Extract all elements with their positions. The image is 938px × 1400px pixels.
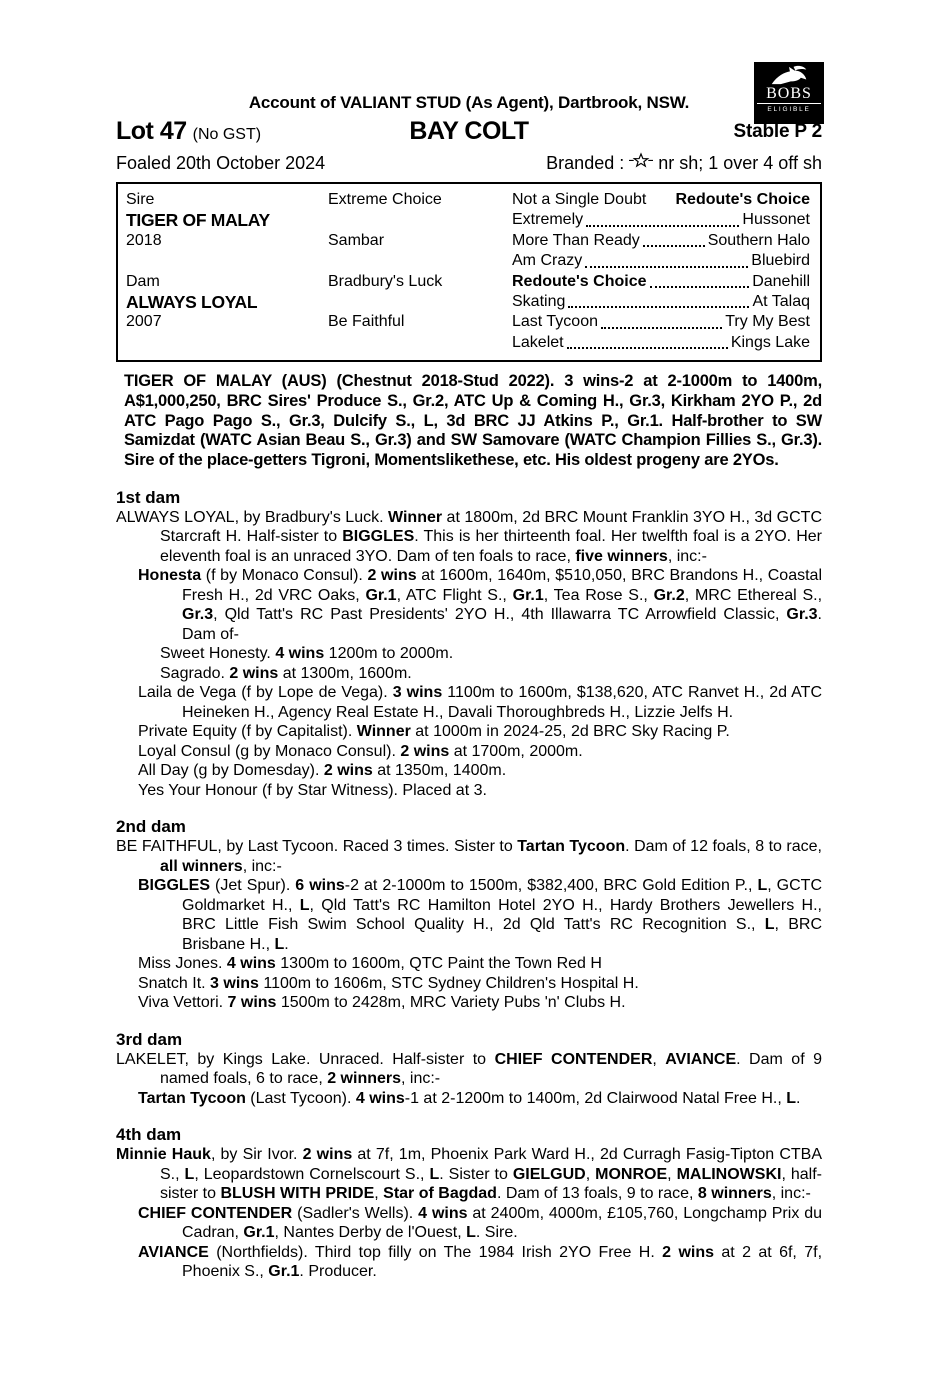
gen3-name: Last Tycoon <box>512 313 598 331</box>
pedigree-row <box>126 272 810 292</box>
bold-text: L <box>184 1165 195 1183</box>
section-heading: 1st dam <box>116 487 181 507</box>
pedigree-gen1-cell: ALWAYS LOYAL <box>126 292 258 313</box>
text: . Sire. <box>475 1224 518 1242</box>
pedigree-gen3-cell <box>512 190 810 210</box>
pedigree-gen2-cell <box>328 333 512 353</box>
gen4-name: Hussonet <box>742 211 810 229</box>
pedigree-gen2-cell: Extreme Choice <box>328 191 442 208</box>
pedigree-gen3-cell <box>512 292 810 312</box>
text: , ATC Flight S., <box>396 586 513 604</box>
bold-text: 8 winners <box>697 1185 772 1203</box>
bold-text: BIGGLES <box>342 528 415 546</box>
lot-number: Lot 47 <box>116 117 187 145</box>
bold-text: L <box>466 1224 476 1242</box>
text: 1100m to 1600m, $138,620, ATC Ranvet H., 2d ATC Heineken H., Agency Real Estate H., Davali Thoroughbreds H., Lizzie Jelfs H. <box>182 684 822 721</box>
text: , Tea Rose S., <box>543 586 654 604</box>
text: Sweet Honesty. <box>160 645 276 663</box>
bold-text: 4 wins <box>355 1089 405 1107</box>
stable-label: Stable P 2 <box>733 121 822 142</box>
pedigree-row <box>126 333 810 353</box>
text: , Qld Tatt's RC Hamilton Hotel 2YO H., Hardy Brothers Jewellers H., BRC Little Fish Swim School Quality H., 2d Qld Tatt's RC Recognition S., <box>182 896 822 934</box>
pedigree-entry <box>116 781 822 801</box>
bold-text: 2 wins <box>400 742 450 760</box>
bold-text: L <box>299 896 310 914</box>
text: at 1300m, 1600m. <box>278 664 412 682</box>
sire-summary: TIGER OF MALAY (AUS) (Chestnut 2018-Stud 2022). 3 wins-2 at 2-1000m to 1400m, A$1,000,250, BRC Sires' Produce S., Gr.2, ATC Up & Coming H., Gr.3, Kirkham 2YO P., 2d ATC Pago Pago S., Gr.3, Dulcify S., L, 3d BRC JJ Atkins P., Gr.1. Half-brother to SW Samizdat (WATC Asian Beau S., Gr.3) and SW Samovare (WATC Champion Fillies S., Gr.3). Sire of the place-getters Tigroni, Momentslikethese, etc. His oldest progeny are 2YOs. <box>124 372 822 470</box>
text: -1 at 2-1200m to 1400m, 2d Clairwood Natal Free H., <box>404 1089 787 1107</box>
dam-section <box>116 1030 822 1109</box>
gen4-name: Bluebird <box>751 252 810 270</box>
pedigree-entry <box>116 1089 822 1109</box>
dam-section <box>116 1125 822 1282</box>
text: . Dam of- <box>182 606 822 643</box>
text: . <box>796 1089 801 1107</box>
bold-text: Tartan Tycoon <box>138 1089 246 1107</box>
lot-row <box>116 117 822 148</box>
pedigree-entry <box>116 974 822 994</box>
text: , <box>667 1165 677 1183</box>
gen3-name: Skating <box>512 293 566 311</box>
bold-text: L <box>786 1089 797 1107</box>
dotted-leader <box>568 306 749 308</box>
pedigree-entry <box>116 644 822 664</box>
pedigree-entry <box>116 742 822 762</box>
pedigree-gen2-cell <box>328 251 512 271</box>
text: (Last Tycoon). <box>245 1089 356 1107</box>
text: BE FAITHFUL, by Last Tycoon. Raced 3 times. Sister to <box>116 838 518 856</box>
text: LAKELET, by Kings Lake. Unraced. Half-sister to <box>116 1050 495 1068</box>
branded-prefix: Branded : <box>546 152 625 173</box>
bold-text: 4 wins <box>226 955 276 973</box>
horse-head-icon <box>767 64 811 86</box>
text: Laila de Vega (f by Lope de Vega). <box>138 684 393 702</box>
gen4-name: Try My Best <box>725 313 810 331</box>
text: . Dam of 9 named foals, 6 to race, <box>160 1050 823 1088</box>
text: Private Equity (f by Capitalist). <box>138 723 357 741</box>
section-heading: 4th dam <box>116 1125 182 1145</box>
text: . Sister to <box>439 1165 513 1183</box>
pedigree-row <box>126 190 810 210</box>
text: . <box>284 935 289 953</box>
brand-star-icon <box>629 151 653 174</box>
bold-text: Gr.1 <box>243 1224 275 1242</box>
bold-text: Gr.1 <box>512 586 544 604</box>
text: , Qld Tatt's RC Past Presidents' 2YO H., 4th Illawarra TC Arrowfield Classic, <box>213 606 787 624</box>
section-heading: 2nd dam <box>116 817 186 837</box>
foaled-date: Foaled 20th October 2024 <box>116 152 326 173</box>
text: 1200m to 2000m. <box>324 645 454 663</box>
foaled-row <box>116 151 822 174</box>
gen4-name: Redoute's Choice <box>675 191 810 208</box>
pedigree-gen3-cell <box>512 251 810 271</box>
dam-sections <box>116 488 822 1282</box>
bold-text: 7 wins <box>227 994 277 1012</box>
bold-text: AVIANCE <box>138 1243 209 1261</box>
bold-text: L <box>274 935 285 953</box>
bold-text: 2 wins <box>302 1146 353 1164</box>
text: Loyal Consul (g by Monaco Consul). <box>138 742 401 760</box>
pedigree-gen2-cell: Sambar <box>328 231 385 249</box>
pedigree-gen2-cell: Bradbury's Luck <box>328 272 443 290</box>
bold-text: Winner <box>356 723 411 741</box>
text: , BRC Brisbane H., <box>182 916 823 953</box>
bold-text: Star of Bagdad <box>383 1185 497 1203</box>
pedigree-gen2-cell <box>328 292 512 312</box>
gen3-name: More Than Ready <box>512 231 640 249</box>
pedigree-entry <box>116 837 822 876</box>
text: , by Sir Ivor. <box>210 1146 303 1164</box>
pedigree-row <box>126 251 810 271</box>
pedigree-row <box>126 210 810 230</box>
gen3-name: Not a Single Doubt <box>512 191 647 208</box>
bold-text: CHIEF CONTENDER <box>138 1204 293 1222</box>
dotted-leader <box>650 286 750 288</box>
pedigree-entry <box>116 954 822 974</box>
bold-text: 2 wins <box>662 1243 715 1261</box>
text: . Dam of 12 foals, 8 to race, <box>625 838 822 856</box>
pedigree-entry <box>116 876 822 954</box>
bold-text: MONROE <box>595 1165 668 1183</box>
dam-section <box>116 488 822 801</box>
dotted-leader <box>601 327 722 329</box>
text: . This is her thirteenth foal. Her twelfth foal is a 2YO. Her eleventh foal is an unraced 3YO. Dam of ten foals to race, <box>160 528 823 565</box>
bold-text: AVIANCE <box>665 1050 737 1068</box>
logo-title: BOBS <box>766 85 812 102</box>
bold-text: GIELGUD <box>512 1165 586 1183</box>
bold-text: Gr.3 <box>786 606 818 624</box>
bold-text: all winners <box>160 857 243 875</box>
text: , inc:- <box>401 1070 441 1088</box>
catalogue-page <box>116 0 822 1282</box>
dotted-leader <box>643 245 705 247</box>
bold-text: 6 wins <box>295 877 345 895</box>
pedigree-entry <box>116 664 822 684</box>
text: Snatch It. <box>138 974 211 992</box>
text: at 1800m, 2d BRC Mount Franklin 3YO H., 3d GCTC Starcraft H. Half-sister to <box>160 508 823 546</box>
logo-subtitle: ELIGIBLE <box>757 103 821 114</box>
bold-text: 3 wins <box>392 684 443 702</box>
bold-text: CHIEF CONTENDER <box>494 1050 653 1068</box>
dotted-leader <box>567 347 728 349</box>
bold-text: Tartan Tycoon <box>517 838 626 856</box>
bold-text: Winner <box>388 508 443 526</box>
bold-text: Gr.3 <box>182 606 214 624</box>
pedigree-gen1-cell <box>126 333 328 353</box>
gen3-name: Extremely <box>512 211 584 229</box>
gen3-name: Am Crazy <box>512 252 583 270</box>
pedigree-table <box>116 182 822 362</box>
pedigree-gen3-cell <box>512 210 810 230</box>
pedigree-gen1-cell: 2007 <box>126 313 162 331</box>
text: , MRC Ethereal S., <box>684 586 823 604</box>
dotted-leader <box>586 225 739 227</box>
text: All Day (g by Domesday). <box>138 762 324 780</box>
gen3-name: Lakelet <box>512 333 564 351</box>
text: , half-sister to <box>160 1165 822 1203</box>
bold-text: L <box>764 916 775 934</box>
bold-text: L <box>757 877 768 895</box>
pedigree-gen2-cell: Be Faithful <box>328 313 405 331</box>
text: , GCTC Goldmarket H., <box>182 877 822 914</box>
text: . Producer. <box>299 1263 377 1281</box>
pedigree-gen3-cell <box>512 333 810 353</box>
text: at 1600m, 1640m, $510,050, BRC Brandons H., Coastal Fresh H., 2d VRC Oaks, <box>182 567 822 604</box>
text: 1100m to 1606m, STC Sydney Children's Hospital H. <box>258 974 639 992</box>
text: (Sadler's Wells). <box>292 1204 419 1222</box>
pedigree-entry <box>116 993 822 1013</box>
text: Sagrado. <box>160 664 230 682</box>
bold-text: 4 wins <box>418 1204 468 1222</box>
bold-text: 2 wins <box>367 567 417 585</box>
gen4-name: Danehill <box>752 272 810 290</box>
bold-text: 4 wins <box>275 645 325 663</box>
pedigree-gen1-cell: 2018 <box>126 231 162 249</box>
pedigree-entry <box>116 508 822 567</box>
pedigree-entry <box>116 1050 822 1089</box>
text: 1300m to 1600m, QTC Paint the Town Red H <box>275 955 602 973</box>
text: 1500m to 2428m, MRC Variety Pubs 'n' Clubs H. <box>276 994 626 1012</box>
gen4-name: Kings Lake <box>730 333 810 351</box>
text: , inc:- <box>667 547 707 565</box>
pedigree-gen2-cell <box>328 210 512 230</box>
text: , Leopardstown Cornelscourt S., <box>194 1165 430 1183</box>
pedigree-gen1-cell: Sire <box>126 191 155 208</box>
text: at 1000m in 2024-25, 2d BRC Sky Racing P. <box>410 723 730 741</box>
text: at 1350m, 1400m. <box>372 762 507 780</box>
bold-text: Gr.1 <box>268 1263 300 1281</box>
pedigree-gen3-cell <box>512 272 810 292</box>
pedigree-row <box>126 231 810 251</box>
pedigree-entry <box>116 566 822 644</box>
text: (f by Monaco Consul). <box>201 567 368 585</box>
bold-text: BLUSH WITH PRIDE <box>220 1185 375 1203</box>
bold-text: 2 wins <box>229 664 279 682</box>
bold-text: Gr.2 <box>653 586 685 604</box>
text: (Jet Spur). <box>210 877 296 895</box>
text: at 2 at 6f, 7f, Phoenix S., <box>182 1243 823 1281</box>
pedigree-gen1-cell: Dam <box>126 272 160 290</box>
bold-text: Honesta <box>138 567 202 585</box>
text: Yes Your Honour (f by Star Witness). Placed at 3. <box>138 781 487 799</box>
bold-text: five winners <box>575 547 668 565</box>
pedigree-gen3-cell <box>512 312 810 332</box>
dotted-leader <box>585 266 748 268</box>
pedigree-entry <box>116 1243 822 1282</box>
account-line: Account of VALIANT STUD (As Agent), Dartbrook, NSW. <box>248 93 690 112</box>
pedigree-row <box>126 292 810 312</box>
gen4-name: At Talaq <box>752 293 810 311</box>
no-gst-label: (No GST) <box>192 126 262 143</box>
text: at 7f, 1m, Phoenix Park Ward H., 2d Curragh Fasig-Tipton CTBA S., <box>160 1146 823 1183</box>
text: Miss Jones. <box>138 955 227 973</box>
text: , Nantes Derby de l'Ouest, <box>274 1224 467 1242</box>
text: , inc:- <box>771 1185 811 1203</box>
pedigree-entry <box>116 683 822 722</box>
bold-text: 2 winners <box>327 1070 402 1088</box>
pedigree-entry <box>116 761 822 781</box>
text: , <box>652 1050 666 1068</box>
pedigree-gen3-cell <box>512 231 810 251</box>
section-heading: 3rd dam <box>116 1029 183 1049</box>
bold-text: 2 wins <box>323 762 373 780</box>
text: -2 at 2-1000m to 1500m, $382,400, BRC Gold Edition P., <box>344 877 758 895</box>
text: at 2400m, 4000m, £105,760, Longchamp Prix du Cadran, <box>182 1204 823 1242</box>
gen4-name: Southern Halo <box>707 231 810 249</box>
pedigree-gen1-cell <box>126 251 328 271</box>
bold-text: MALINOWSKI <box>676 1165 782 1183</box>
bold-text: Gr.1 <box>365 586 397 604</box>
text: ALWAYS LOYAL, by Bradbury's Luck. <box>116 508 389 526</box>
bold-text: L <box>429 1165 440 1183</box>
text: (Northfields). Third top filly on The 1984 Irish 2YO Free H. <box>208 1243 663 1261</box>
pedigree-entry <box>116 722 822 742</box>
pedigree-gen1-cell: TIGER OF MALAY <box>126 210 270 231</box>
gen3-name: Redoute's Choice <box>512 272 647 290</box>
pedigree-row <box>126 312 810 332</box>
branded-info <box>546 151 822 174</box>
text: at 1700m, 2000m. <box>449 742 583 760</box>
bold-text: 3 wins <box>210 974 259 992</box>
pedigree-entry <box>116 1204 822 1243</box>
page-title: BAY COLT <box>409 117 529 145</box>
text: . Dam of 13 foals, 9 to race, <box>496 1185 698 1203</box>
branded-suffix: nr sh; 1 over 4 off sh <box>658 152 822 173</box>
pedigree-entry <box>116 1145 822 1204</box>
dam-section <box>116 817 822 1013</box>
text: , <box>585 1165 596 1183</box>
bold-text: Minnie Hauk <box>116 1146 211 1164</box>
text: , inc:- <box>242 857 282 875</box>
text: , <box>374 1185 384 1203</box>
bold-text: BIGGLES <box>138 877 211 895</box>
text: Viva Vettori. <box>138 994 228 1012</box>
bobs-eligible-logo <box>754 62 824 124</box>
